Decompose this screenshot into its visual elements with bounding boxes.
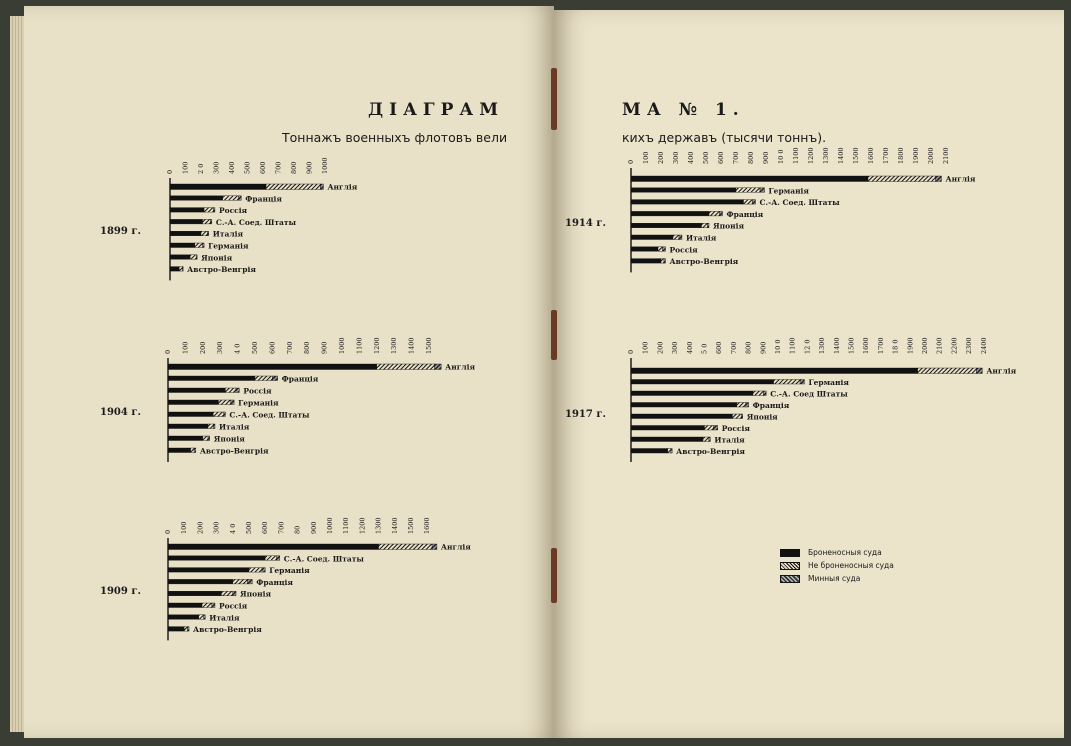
bar-armored	[168, 603, 202, 608]
bar-unarmored	[379, 544, 432, 550]
bar-armored	[168, 556, 265, 561]
country-label: Россія	[218, 206, 248, 216]
bar-armored	[631, 403, 737, 408]
bar-unarmored	[774, 380, 800, 385]
bar-unarmored	[266, 184, 320, 190]
tick-label: 1000	[326, 517, 334, 534]
chart-1914	[565, 140, 995, 275]
bar-unarmored	[737, 403, 746, 408]
bar-armored	[168, 424, 208, 429]
bar-torpedo	[320, 184, 323, 190]
tick-label: 100	[641, 341, 650, 354]
tick-label: 500	[243, 161, 252, 174]
country-label: С.-А. Соед. Штаты	[215, 217, 297, 227]
country-label: Франція	[726, 209, 764, 219]
tick-label: 900	[762, 151, 770, 164]
year-label: 1899 г.	[100, 226, 141, 238]
legend-item-armored	[780, 546, 894, 559]
tick-label: 4 0	[233, 343, 242, 354]
bar-torpedo	[741, 414, 742, 419]
country-label: Россія	[218, 601, 248, 611]
tick-label: 2200	[950, 337, 959, 354]
bar-armored	[168, 591, 221, 596]
bar-torpedo	[708, 223, 710, 228]
bar-unarmored	[204, 208, 213, 213]
tick-label: 2300	[965, 337, 974, 354]
bar-armored	[631, 176, 868, 182]
country-label: Германія	[269, 566, 310, 576]
bar-unarmored	[668, 449, 671, 454]
bar-torpedo	[720, 211, 723, 216]
bar-unarmored	[918, 368, 977, 374]
country-label: Италія	[714, 435, 745, 445]
subtitle-left: Тоннажъ военныхъ флотовъ вели	[282, 130, 508, 145]
country-label: Японія	[240, 589, 272, 599]
country-label: Англія	[945, 174, 976, 184]
tick-label: 100	[180, 521, 189, 534]
tick-label: 1200	[358, 517, 367, 534]
bar-armored	[170, 255, 190, 259]
tick-label: 1700	[876, 337, 885, 354]
tick-label: 700	[274, 161, 283, 174]
country-label: Японія	[213, 434, 245, 444]
bar-torpedo	[182, 267, 183, 272]
bar-unarmored	[249, 568, 262, 573]
tick-label: 1100	[342, 517, 351, 534]
tick-label: 1100	[792, 147, 800, 164]
tick-label: 900	[305, 161, 314, 174]
title-left: ДІАГРАМ	[368, 100, 505, 120]
tick-label: 2400	[979, 337, 988, 354]
chart-1904	[100, 330, 480, 465]
tick-label: 100	[181, 161, 190, 174]
tick-label: 2000	[927, 147, 935, 164]
chart-1917	[565, 330, 1055, 465]
country-label: Россія	[669, 245, 698, 255]
bar-armored	[168, 388, 225, 393]
tick-label: 600	[268, 341, 277, 354]
binding-stitch	[551, 68, 557, 130]
bar-unarmored	[868, 176, 936, 182]
tick-label: 0	[627, 159, 635, 164]
tick-label: 1900	[906, 337, 915, 354]
title-right: МА № 1.	[622, 100, 745, 120]
bar-armored	[631, 235, 673, 240]
tick-label: 1200	[372, 337, 381, 354]
bar-armored	[170, 208, 204, 213]
tick-label: 1500	[847, 337, 856, 354]
bar-torpedo	[272, 376, 277, 381]
tick-label: 1300	[374, 517, 383, 534]
tick-label: 900	[320, 341, 329, 354]
bar-armored	[631, 223, 702, 228]
country-label: Германія	[808, 378, 849, 387]
bar-unarmored	[658, 247, 663, 252]
country-label: Англія	[986, 366, 1017, 376]
bar-torpedo	[976, 368, 982, 374]
tick-label: 100	[642, 151, 650, 164]
tick-label: 2100	[942, 147, 950, 164]
tick-label: 1300	[818, 337, 827, 354]
bar-torpedo	[203, 243, 205, 248]
tick-label: 1200	[807, 147, 815, 164]
bar-torpedo	[679, 235, 682, 240]
bar-torpedo	[664, 259, 666, 264]
country-label: Англія	[445, 362, 476, 372]
tick-label: 300	[672, 151, 680, 164]
bar-unarmored	[201, 231, 207, 236]
tick-label: 10 0	[777, 149, 785, 164]
bar-torpedo	[663, 247, 666, 252]
armored-swatch	[780, 549, 800, 557]
bar-unarmored	[203, 219, 211, 224]
tick-label: 400	[228, 161, 236, 174]
bar-armored	[168, 436, 203, 441]
country-label: Франція	[281, 374, 319, 384]
bar-unarmored	[191, 448, 194, 453]
bar-torpedo	[746, 403, 749, 408]
bar-armored	[631, 437, 703, 442]
bar-armored	[631, 426, 705, 431]
tick-label: 600	[261, 521, 270, 534]
tick-label: 900	[759, 341, 768, 354]
bar-armored	[631, 247, 658, 252]
country-label: Англія	[440, 542, 471, 552]
country-label: Германія	[768, 186, 809, 196]
bar-unarmored	[208, 424, 213, 429]
legend-item-unarmored	[780, 559, 894, 572]
bar-armored	[631, 414, 732, 419]
country-label: Японія	[201, 253, 233, 263]
bar-unarmored	[202, 603, 212, 608]
tick-label: 1600	[867, 147, 875, 164]
bar-torpedo	[231, 400, 234, 405]
bar-armored	[168, 412, 213, 417]
bar-armored	[631, 259, 661, 264]
tick-label: 300	[671, 341, 680, 354]
country-label: Франція	[256, 577, 293, 587]
year-label: 1917 г.	[565, 409, 606, 420]
tick-label: 500	[245, 521, 253, 534]
tick-label: 800	[747, 151, 755, 164]
country-label: Франція	[752, 401, 790, 410]
tick-label: 300	[212, 521, 221, 534]
tick-label: 1600	[423, 517, 432, 534]
country-label: Италія	[686, 233, 717, 243]
bar-unarmored	[255, 376, 272, 381]
bar-armored	[168, 615, 199, 620]
binding-stitch	[551, 310, 557, 360]
bar-unarmored	[233, 579, 248, 584]
bar-armored	[168, 400, 218, 405]
tick-label: 800	[303, 341, 312, 354]
bar-unarmored	[703, 437, 709, 442]
country-label: Италія	[209, 613, 240, 623]
tick-label: 2100	[935, 337, 944, 354]
bar-unarmored	[753, 391, 763, 396]
chart-1899	[100, 150, 400, 285]
bar-unarmored	[744, 200, 753, 205]
tick-label: 300	[216, 341, 225, 354]
tick-label: 0	[166, 169, 174, 174]
tick-label: 0	[627, 349, 635, 354]
year-label: 1909 г.	[100, 586, 141, 598]
bar-unarmored	[184, 627, 187, 632]
tick-label: 200	[656, 341, 665, 354]
bar-unarmored	[732, 414, 741, 419]
tick-label: 1700	[882, 147, 890, 164]
tick-label: 700	[729, 341, 738, 354]
bar-torpedo	[434, 364, 441, 370]
bar-unarmored	[195, 243, 203, 248]
bar-torpedo	[212, 603, 215, 608]
country-label: Германія	[208, 241, 249, 251]
country-label: Японія	[746, 412, 778, 422]
legend-label: Броненосныя суда	[808, 548, 882, 557]
country-label: Германія	[238, 398, 279, 408]
tick-label: 400	[685, 341, 694, 354]
bar-torpedo	[671, 449, 672, 454]
tick-label: 2 0	[197, 163, 205, 174]
bar-unarmored	[223, 196, 239, 201]
tick-label: 1100	[788, 337, 797, 354]
bar-armored	[631, 380, 774, 385]
bar-armored	[170, 196, 223, 201]
tick-label: 1400	[407, 337, 416, 354]
bar-unarmored	[736, 188, 760, 193]
tick-label: 700	[285, 341, 294, 354]
subtitle-right: кихъ державъ (тысячи тоннъ).	[622, 130, 827, 145]
bar-armored	[631, 188, 736, 193]
tick-label: 1800	[897, 147, 905, 164]
country-label: Россія	[243, 386, 272, 396]
tick-label: 0	[164, 349, 172, 354]
bar-torpedo	[262, 568, 265, 573]
tick-label: 600	[715, 341, 724, 354]
bar-unarmored	[179, 267, 182, 272]
tick-label: 80	[293, 525, 302, 534]
bar-unarmored	[709, 211, 720, 216]
tick-label: 200	[196, 521, 205, 534]
bar-torpedo	[208, 436, 210, 441]
tick-label: 1000	[338, 337, 346, 354]
tick-label: 100	[181, 341, 190, 354]
bar-armored	[631, 200, 744, 205]
country-label: Австро-Венгрія	[669, 257, 739, 267]
bar-torpedo	[187, 627, 189, 632]
bar-unarmored	[265, 556, 276, 561]
bar-unarmored	[377, 364, 434, 370]
country-label: Австро-Венгрія	[187, 265, 256, 275]
bar-torpedo	[224, 412, 226, 417]
bar-torpedo	[194, 448, 196, 453]
bar-torpedo	[238, 196, 241, 201]
bar-unarmored	[225, 388, 235, 393]
tick-label: 5 0	[700, 343, 709, 354]
legend-label: Не броненосныя суда	[808, 561, 894, 570]
bar-armored	[168, 364, 377, 370]
bar-armored	[168, 568, 249, 573]
chart-1909	[100, 510, 500, 645]
bar-torpedo	[210, 219, 212, 224]
bar-armored	[631, 211, 709, 216]
bar-armored	[631, 449, 668, 454]
country-label: С.-А. Соед. Штаты	[229, 410, 310, 420]
tick-label: 12 0	[803, 339, 812, 354]
bar-armored	[170, 243, 195, 248]
bar-torpedo	[753, 200, 756, 205]
tick-label: 800	[744, 341, 753, 354]
bar-unarmored	[673, 235, 679, 240]
bar-torpedo	[247, 579, 252, 584]
bar-torpedo	[277, 556, 280, 561]
bar-armored	[170, 267, 179, 272]
tick-label: 1300	[390, 337, 399, 354]
tick-label: 1500	[407, 517, 415, 534]
binding-stitch	[551, 548, 557, 603]
bar-unarmored	[213, 412, 223, 417]
tick-label: 1900	[912, 147, 920, 164]
bar-armored	[170, 231, 201, 236]
unarmored-swatch	[780, 562, 800, 570]
tick-label: 1400	[837, 147, 845, 164]
bar-armored	[168, 579, 233, 584]
country-label: Австро-Венгрія	[193, 625, 262, 635]
bar-torpedo	[432, 544, 437, 550]
bar-torpedo	[709, 437, 710, 442]
tick-label: 500	[702, 151, 710, 164]
tick-label: 0	[164, 529, 172, 534]
bar-unarmored	[190, 255, 196, 259]
bar-armored	[168, 627, 184, 632]
tick-label: 700	[277, 521, 286, 534]
bar-torpedo	[207, 231, 209, 236]
bar-unarmored	[661, 259, 664, 264]
country-label: Франція	[245, 194, 282, 204]
country-label: С.-А. Соед. Штаты	[283, 554, 364, 564]
bar-torpedo	[233, 591, 236, 596]
country-label: Австро-Венгрія	[199, 446, 269, 456]
tick-label: 700	[732, 151, 740, 164]
bar-torpedo	[936, 176, 942, 182]
bar-armored	[631, 368, 918, 374]
tick-label: 200	[657, 151, 665, 164]
tick-label: 600	[259, 161, 267, 174]
tick-label: 900	[309, 521, 318, 534]
tick-label: 1500	[425, 337, 433, 354]
bar-unarmored	[705, 426, 714, 431]
country-label: Италія	[212, 229, 244, 239]
tick-label: 1000	[321, 157, 329, 174]
year-label: 1914 г.	[565, 218, 606, 230]
bar-torpedo	[763, 391, 766, 396]
bar-torpedo	[713, 426, 717, 431]
year-label: 1904 г.	[100, 407, 141, 418]
bar-unarmored	[702, 223, 708, 228]
country-label: С.-А. Соед Штаты	[770, 389, 848, 399]
tick-label: 800	[290, 161, 298, 174]
tick-label: 600	[717, 151, 725, 164]
bar-torpedo	[760, 188, 765, 193]
bar-torpedo	[213, 424, 215, 429]
tick-label: 10 0	[774, 339, 782, 354]
torpedo-swatch	[780, 575, 800, 583]
country-label: Англія	[327, 182, 358, 192]
bar-armored	[170, 184, 266, 190]
tick-label: 200	[198, 341, 207, 354]
tick-label: 400	[687, 151, 695, 164]
tick-label: 18 0	[891, 339, 900, 354]
bar-torpedo	[213, 208, 215, 213]
bar-unarmored	[218, 400, 230, 405]
bar-torpedo	[236, 388, 239, 393]
legend-label: Минныя суда	[808, 574, 861, 583]
tick-label: 1400	[832, 337, 841, 354]
tick-label: 1300	[822, 147, 830, 164]
bar-torpedo	[196, 255, 197, 259]
country-label: Италія	[218, 422, 250, 432]
country-label: Японія	[713, 221, 744, 231]
legend-item-torpedo	[780, 572, 894, 585]
bar-torpedo	[204, 615, 206, 620]
tick-label: 300	[212, 161, 221, 174]
tick-label: 1600	[862, 337, 871, 354]
country-label: С.-А. Соед. Штаты	[759, 198, 840, 208]
bar-unarmored	[203, 436, 208, 441]
tick-label: 1400	[390, 517, 399, 534]
bar-armored	[170, 219, 203, 224]
bar-armored	[631, 391, 753, 396]
bar-armored	[168, 544, 379, 550]
country-label: Австро-Венгрія	[676, 447, 745, 456]
tick-label: 1500	[852, 147, 860, 164]
bar-armored	[168, 376, 255, 381]
tick-label: 4 0	[228, 523, 237, 534]
bar-unarmored	[199, 615, 204, 620]
country-label: Россія	[721, 424, 750, 433]
bar-torpedo	[800, 380, 804, 385]
legend	[780, 546, 894, 585]
tick-label: 2000	[921, 337, 929, 354]
tick-label: 1100	[355, 337, 364, 354]
tick-label: 500	[251, 341, 259, 354]
bar-unarmored	[221, 591, 232, 596]
bar-armored	[168, 448, 191, 453]
